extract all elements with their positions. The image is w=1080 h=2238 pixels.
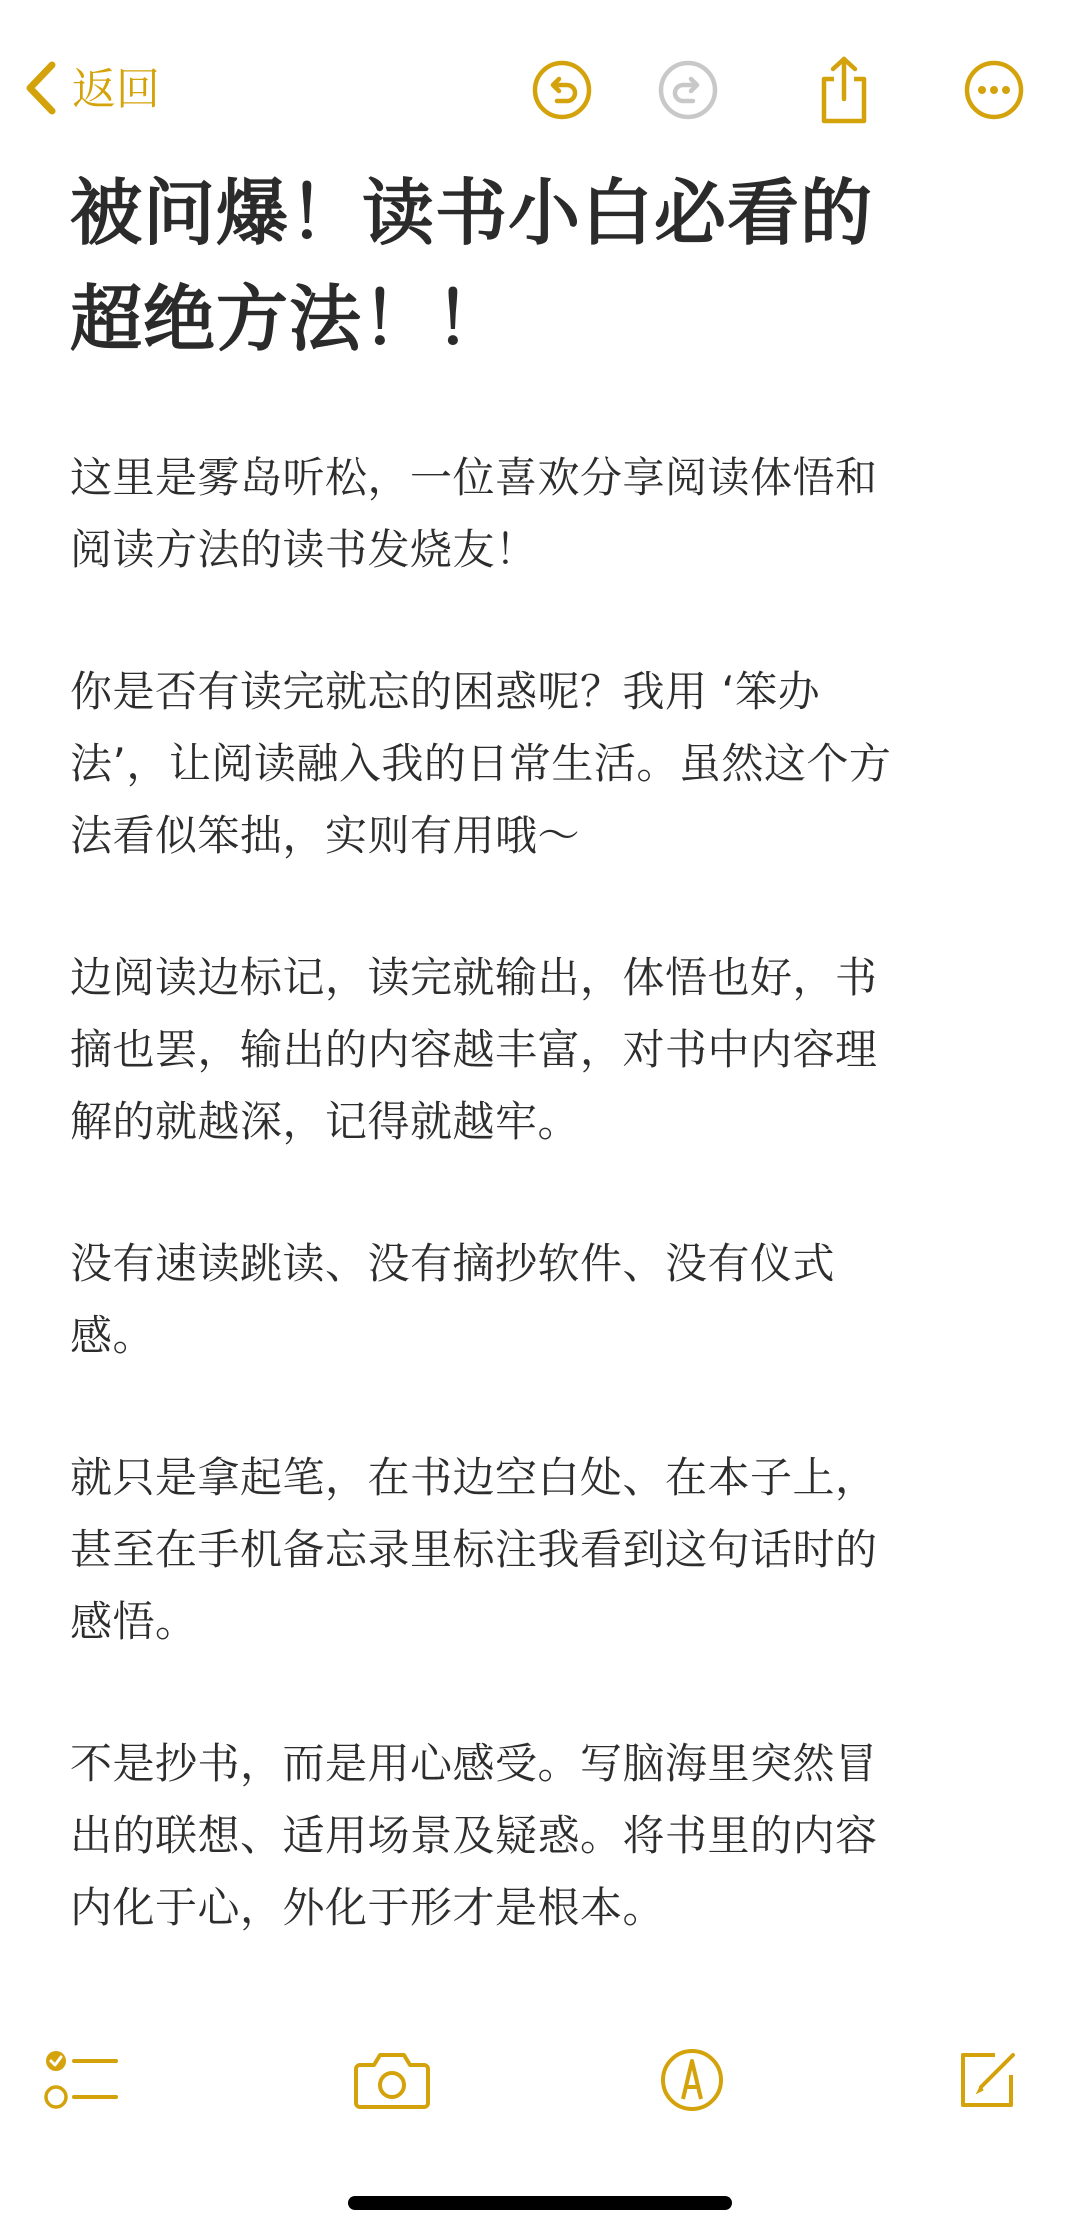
paragraph-no-ritual — [70, 1228, 1000, 1372]
more-icon[interactable] — [962, 58, 1026, 122]
text-line: 就只是拿起笔，在书边空白处、在本子上， — [70, 1453, 878, 1502]
paragraph-intro — [70, 442, 1000, 586]
compose-icon[interactable] — [948, 2040, 1028, 2120]
chevron-left-icon — [22, 59, 58, 121]
text-line: 内化于心，外化于形才是根本。 — [70, 1883, 666, 1932]
note-title-line: 超绝方法！！ — [70, 277, 509, 361]
note-body[interactable] — [70, 160, 1000, 1944]
text-line: 法看似笨拙，实则有用哦～ — [70, 811, 581, 860]
markup-icon[interactable] — [652, 2040, 732, 2120]
undo-icon[interactable] — [530, 58, 594, 122]
text-line: 没有速读跳读、没有摘抄软件、没有仪式 — [70, 1239, 836, 1288]
text-line: 你是否有读完就忘的困惑呢？我用 ‘笨办 — [70, 667, 821, 716]
text-line: 法’，让阅读融入我的日常生活。虽然这个方 — [70, 739, 892, 788]
back-label: 返回 — [72, 64, 160, 115]
text-line: 甚至在手机备忘录里标注我看到这句话时的 — [70, 1525, 878, 1574]
text-line: 出的联想、适用场景及疑惑。将书里的内容 — [70, 1811, 878, 1860]
text-line: 这里是雾岛听松，一位喜欢分享阅读体悟和 — [70, 453, 878, 502]
text-line: 边阅读边标记，读完就输出，体悟也好，书 — [70, 953, 878, 1002]
checklist-icon[interactable] — [42, 2040, 122, 2120]
back-button[interactable] — [22, 58, 160, 122]
navigation-bar — [0, 0, 1080, 180]
text-line: 阅读方法的读书发烧友！ — [70, 525, 538, 574]
share-icon[interactable] — [812, 58, 876, 122]
note-title — [70, 160, 1000, 372]
paragraph-method — [70, 942, 1000, 1158]
text-line: 感。 — [70, 1311, 156, 1360]
text-line: 感悟。 — [70, 1597, 198, 1646]
paragraph-feel — [70, 1728, 1000, 1944]
paragraph-pen — [70, 1442, 1000, 1658]
bottom-toolbar — [0, 2030, 1080, 2140]
text-line: 不是抄书，而是用心感受。写脑海里突然冒 — [70, 1739, 878, 1788]
note-title-line: 被问爆！读书小白必看的 — [70, 171, 874, 255]
home-indicator[interactable] — [348, 2196, 732, 2210]
paragraph-question — [70, 656, 1000, 872]
text-line: 解的就越深，记得就越牢。 — [70, 1097, 581, 1146]
camera-icon[interactable] — [352, 2040, 432, 2120]
redo-icon[interactable] — [656, 58, 720, 122]
text-line: 摘也罢，输出的内容越丰富，对书中内容理 — [70, 1025, 878, 1074]
